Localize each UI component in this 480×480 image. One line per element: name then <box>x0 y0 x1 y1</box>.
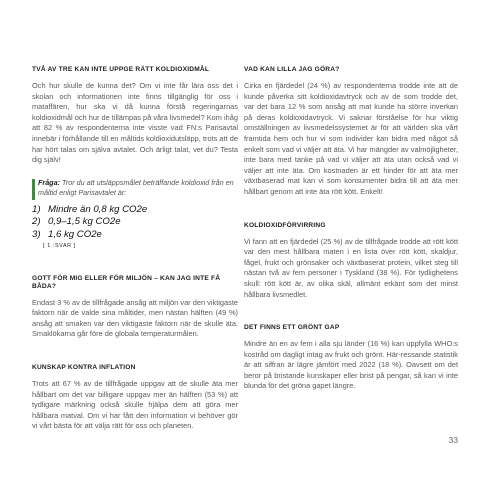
quiz-question <box>38 178 238 198</box>
quiz-answers <box>32 204 238 249</box>
quiz-accent-bar <box>32 179 35 200</box>
section-heading: KUNSKAP KONTRA INFLATION <box>32 363 136 371</box>
section-heading: DET FINNS ETT GRÖNT GAP <box>244 324 340 332</box>
section-heading: VAD KAN LILLA JAG GÖRA? <box>244 66 340 73</box>
section-body: Cirka en fjärdedel (24 %) av respondenterna trodde inte att de kunde påverka sitt koldioxidavtryck och av de som trodde det, var det bara 12 % som ansåg att mat kunde ha större inverkan på deras koldioxidavtryck. Vi saknar förståelse för hur viktig omställningen av livsmedelssystemet är för att världen ska vårt framtida hem och hur vi som individer kan bidra med något så enkelt som vad vi väljer att äta. Vi har mängder av valmöjligheter, inte bara med tanke på vad vi väljer att äta utan också vad vi väljer att inte äta. Om kostnaden är ett hinder för att äta mer växtbaserad mat kan vi som konsumenter bidra till att äta mer hållbart genom att inte äta rött kött. Enkelt! <box>244 81 458 196</box>
quiz-answer <box>32 229 238 242</box>
quiz-answer <box>32 204 238 217</box>
answer-text: Mindre än 0,8 kg CO2e <box>48 203 148 215</box>
section-body: Vi fann att en fjärdedel (25 %) av de tillfrågade trodde att rött kött var den mest hållbara maten i en lista över rött kött, skaldjur, fågel, frukt och grönsaker och växtbaserat protein, vilket steg till nästan två av fem personer i Tyskland (38 %). För tydlighetens skull: rött kött är, av olika skäl, allmänt erkänt som det minst hållbara livsmedlet. <box>244 236 458 299</box>
section-body: Endast 3 % av de tillfrågade ansåg att miljön var den viktigaste faktorn när de valde sina måltider, men nästan hälften (49 %) ansåg att smaken var den viktigaste faktorn när de skulle äta. Smaklökarna går före de globala temperaturmålen. <box>32 297 238 339</box>
answer-key: [ 1 :SVAR ] <box>43 242 76 249</box>
quiz-answer <box>32 216 238 229</box>
answer-text: 1,6 kg CO2e <box>48 228 102 240</box>
section-body: Och hur skulle de kunna det? Om vi inte får lära oss det i skolan och informationen inte finns tillgänglig för oss i mataffären, hur ska vi då kunna förstå regeringarnas koldioxidmål och hur de tillämpas på våra livsmedel? Kom ihåg att 82 % av respondenterna inte visste vad FN:s Parisavtal innebär i förhållande till en måltids koldioxidutsläpp, trots att de har hört talas om själva avtalet. Och ärligt talat, vet du? Testa dig själv! <box>32 81 238 165</box>
page-number: 33 <box>448 435 458 445</box>
quiz-question-text: Tror du att utsläppsmålet beträffande koldioxid från en måltid enligt Parisavtalet är: <box>38 177 234 197</box>
answer-number: 2) <box>32 216 41 228</box>
quiz-box <box>32 178 238 198</box>
right-column <box>244 66 458 392</box>
section-heading: TVÅ AV TRE KAN INTE UPPGE RÄTT KOLDIOXIDMÅL <box>32 66 210 73</box>
section-body: Mindre än en av fem i alla sju länder (16 %) kan uppfylla WHO:s kostråd om dagligt intag av frukt och grönt. Här-ressande statistik är att siffran är lägre jämfört med 2022 (18 %). Oavsett om det beror på bristande kunskaper eller brist på pengar, så kan vi inte blunda för det gröna gapet längre. <box>244 339 458 391</box>
section-heading: GOTT FÖR MIG ELLER FÖR MILJÖN – KAN JAG INTE FÅ BÅDA? <box>32 274 221 290</box>
left-column <box>32 66 238 432</box>
section-heading: KOLDIOXIDFÖRVIRRING <box>244 221 326 229</box>
answer-number: 1) <box>32 203 41 215</box>
answer-number: 3) <box>32 228 41 240</box>
section-body: Trots att 67 % av de tillfrågade uppgav att de skulle äta mer hållbart om det var billigare uppgav mer än hälften (53 %) att tydligare märkning också skulle hjälpa dem att göra mer hållbara matval. Om vi har fått den information vi behöver gör vi vårt bästa för att välja rätt för oss och planeten. <box>32 378 238 431</box>
quiz-label: Fråga: <box>38 177 60 187</box>
answer-text: 0,9–1,5 kg CO2e <box>48 216 121 228</box>
